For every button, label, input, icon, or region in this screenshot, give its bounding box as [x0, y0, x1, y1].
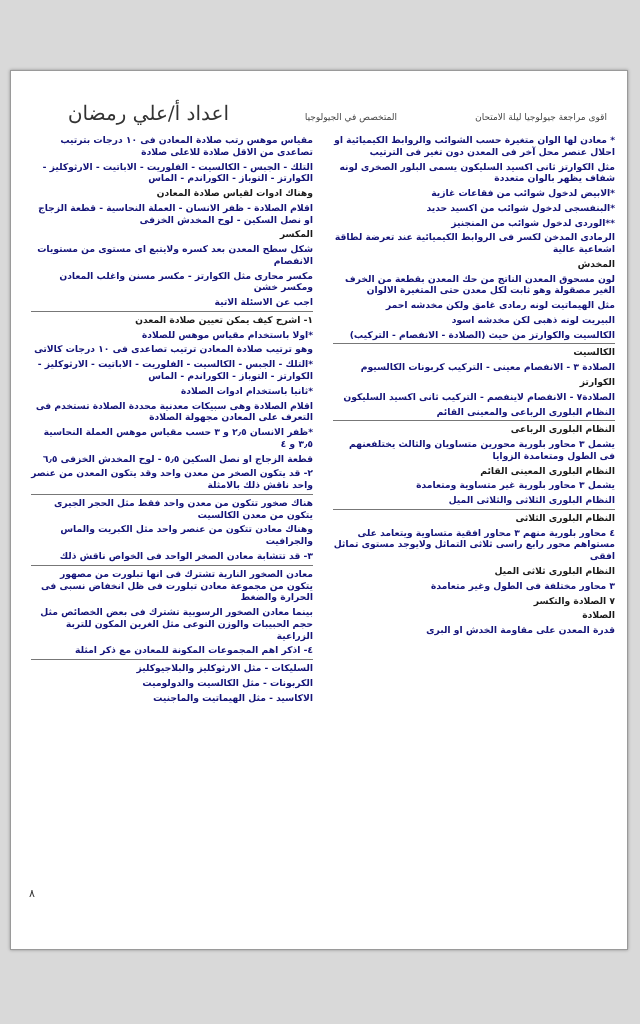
- text-line: البيريت لونه ذهبى لكن مخدشه اسود: [451, 314, 615, 326]
- text-line: مثل الهيماتيت لونه رمادى غامق ولكن مخدشه احمر: [385, 300, 615, 312]
- text-line: يشمل ٣ محاور بلورية غير متساوية ومتعامدة: [416, 480, 615, 492]
- left-column: [31, 135, 313, 707]
- text-line: النظام البلورى الرباعى: [510, 424, 615, 436]
- text-line: الصلادة ٣ - الانفصام معينى - التركيب كربونات الكالسيوم: [360, 362, 615, 374]
- text-line: لون مسحوق المعدن الناتج من حك المعدن بقطعة من الخرف الغير مصقولة وهو ثابت لكل معدن حتى المتغيرة الالوان: [345, 273, 615, 297]
- text-line: السليكات - مثل الارثوكليز والبلاجيوكليز: [136, 663, 313, 675]
- text-line: المكسر: [279, 229, 313, 241]
- text-line: *الابيض لدخول شوائب من فقاعات غازية: [431, 188, 615, 200]
- text-line: * معادن لها الوان متغيرة حسب الشوائب والروابط الكيميائية او احلال عنصر محل آخر فى المعدن دون تغير فى الترتيب: [334, 135, 615, 158]
- text-line: ٢- قد يتكون الصخر من معدن واحد وقد يتكون المعدن من عنصر واحد ناقش ذلك بالامثلة: [31, 468, 313, 495]
- text-line: الكالسيت والكوارتز من حيث (الصلادة - الانفصام - التركيب): [333, 330, 615, 345]
- text-line: *اولا باستخدام مقياس موهس للصلادة: [141, 329, 313, 341]
- text-line: النظام البلورى ثلاثى الميل: [494, 565, 615, 577]
- document-page: [10, 70, 628, 950]
- text-line: الكربونات - مثل الكالسيت والدولوميت: [142, 677, 313, 689]
- author-heading: اعداد أ/علي رمضان: [67, 101, 229, 125]
- text-line: الكوارتز: [579, 377, 615, 389]
- text-line: يشمل ٣ محاور بلورية محورين متساويان والثالث يختلفعنهم فى الطول ومتعامدة الزوايا: [348, 439, 615, 462]
- text-line: الصلادة: [582, 610, 615, 622]
- text-line: بينما معادن الصخور الرسوبية تشترك فى بعض الخصائص مثل حجم الحبيبات والوزن النوعى مثل الغرين المكون للتربة الزراعية: [40, 607, 313, 642]
- text-line: الصلادة٧ - الانفصام لاينفصم - التركيب ثانى اكسيد السليكون: [343, 391, 615, 403]
- text-line: التلك - الجبس - الكالسيت - الفلوريت - الاباتيت - الارثوكليز - الكوارتز - التوباز - الكوراندم - الماس: [42, 161, 313, 185]
- text-line: *التلك - الجبس - الكالسيت - الفلوريت - الاباتيت - الارثوكليز - الكوارتز - التوباز - الكوراندم - الماس: [37, 359, 313, 383]
- text-line: اجب عن الاسئلة الاتية: [31, 297, 313, 312]
- text-line: هناك صخور تتكون من معدن واحد فقط مثل الحجر الجيرى يتكون من معدن الكالسيت: [53, 497, 313, 521]
- text-line: النظام البلورى الرباعى والمعينى القائم: [333, 407, 615, 422]
- text-line: الكالسيت: [573, 347, 615, 359]
- specialist-label: المتخصص في الجيولوجيا: [304, 113, 397, 123]
- text-line: **الوردى لدخول شوائب من المنجنيز: [451, 217, 615, 229]
- text-line: مقياس موهس رتب صلادة المعادن فى ١٠ درجات بترتيب تصاعدى من الاقل صلادة للاعلى صلادة: [60, 135, 313, 158]
- text-line: معادن الصخور النارية تشترك فى انها تبلورت من مصهور يتكون من مجموعة معادن تبلورت فى ظل انخفاض نسبى فى الحرارة والضغط: [40, 568, 313, 604]
- text-line: الاكاسيد - مثل الهيماتيت والماجنيت: [153, 692, 313, 704]
- page-number: ٨: [29, 887, 35, 900]
- text-line: المخدش: [577, 258, 615, 270]
- text-line: *ثانيا باستخدام ادوات الصلادة: [180, 385, 313, 397]
- document-title: اقوى مراجعة جيولوجيا ليلة الامتحان: [475, 113, 607, 123]
- text-line: مثل الكوارتز ثانى اكسيد السليكون يسمى البلور الصخرى لونه شفاف يظهر بالوان متعددة: [339, 161, 615, 185]
- text-line: اقلام الصلادة وهى سبيكات معدنية محددة الصلادة تستخدم فى التعرف على المعادن مجهولة الصلادة: [35, 400, 313, 424]
- text-line: مكسر محارى مثل الكوارتز - مكسر مسنن واغلب المعادن ومكسر خشن: [59, 270, 313, 294]
- text-line: شكل سطح المعدن بعد كسره ولايتبع اى مستوى من مستويات الانفصام: [37, 244, 313, 267]
- text-line: قدرة المعدن على مقاومة الخدش او البرى: [426, 625, 615, 637]
- text-line: الرمادى المدخن لكسر فى الروابط الكيميائية عند تعرضة لطاقة اشعاعية عالية: [334, 232, 615, 256]
- text-line: *ظفر الانسان ٢٫٥ و ٣ حسب مقياس موهس العملة النحاسية ٣٫٥ و ٤: [43, 427, 313, 450]
- text-line: النظام البلورى المعينى القائم: [480, 465, 615, 477]
- text-line: ٣ محاور مختلفة فى الطول وغير متعامدة: [430, 580, 615, 592]
- text-line: النظام البلورى الثلاثى: [515, 512, 615, 524]
- text-line: ١- اشرح كيف يمكن تعيين صلادة المعدن: [135, 314, 313, 326]
- right-column: [333, 135, 615, 640]
- text-line: ٣- قد تتشابة معادن الصخر الواحد فى الخواص ناقش ذلك: [31, 551, 313, 566]
- text-line: قطعة الزجاج او نصل السكين ٥٫٥ - لوح المخدش الخزفى ٦٫٥: [42, 453, 313, 465]
- text-line: وهناك معادن تتكون من عنصر واحد مثل الكبريت والماس والجرافيت: [60, 524, 313, 548]
- text-line: اقلام الصلادة - ظفر الانسان - العملة النحاسية - قطعة الزجاج او نصل السكين - لوح المخدش الخزفى: [38, 202, 313, 226]
- text-line: وهو ترتيب صلادة المعادن ترتيب تصاعدى فى ١٠ درجات كالاتى: [34, 344, 313, 356]
- text-line: *البنفسجى لدخول شوائب من اكسيد حديد: [426, 202, 615, 214]
- text-line: ٧ الصلادة والتكسر: [533, 595, 615, 607]
- text-line: ٤- اذكر اهم المجموعات المكونة للمعادن مع ذكر امثلة: [31, 645, 313, 660]
- text-line: النظام البلورى الثلاثى والثلاثى الميل: [333, 495, 615, 510]
- text-line: ٤ محاور بلورية منهم ٣ محاور افقية متساوية ويتعامد على مستواهم محور رابع راسى ثلاثى التماثل ولايوجد مستوى تماثل افقى: [333, 527, 615, 563]
- text-line: وهناك ادوات لقياس صلادة المعادن: [156, 188, 313, 200]
